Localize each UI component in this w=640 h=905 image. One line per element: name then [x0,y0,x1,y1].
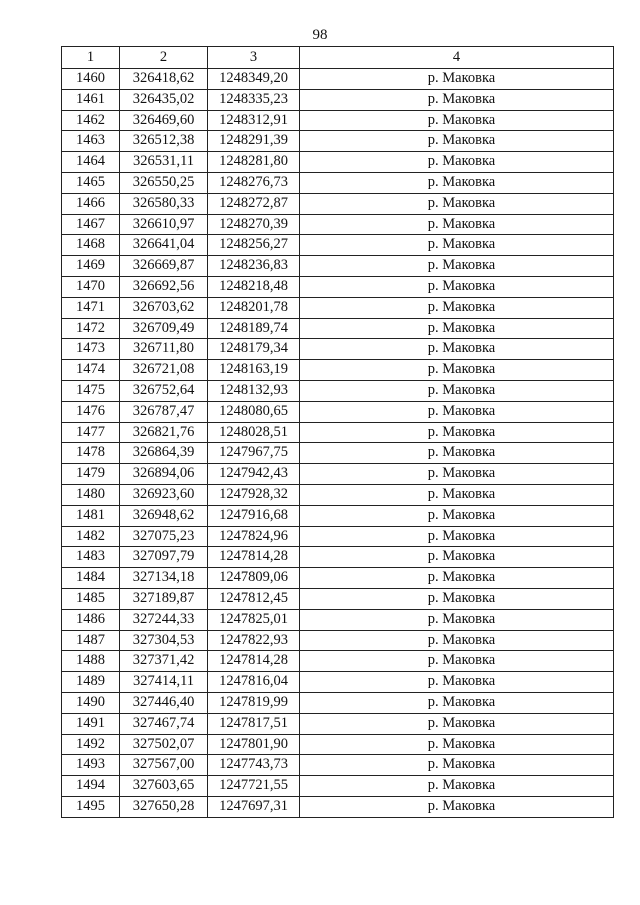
description-cell: р. Маковка [300,214,614,235]
y-coordinate-cell: 1247928,32 [208,484,300,505]
point-number-cell: 1465 [62,172,120,193]
point-number-cell: 1479 [62,464,120,485]
x-coordinate-cell: 326703,62 [120,297,208,318]
page-number: 98 [312,27,328,43]
y-coordinate-cell: 1247825,01 [208,609,300,630]
description-cell: р. Маковка [300,796,614,817]
description-cell: р. Маковка [300,776,614,797]
y-coordinate-cell: 1248335,23 [208,89,300,110]
point-number-cell: 1476 [62,401,120,422]
description-cell: р. Маковка [300,89,614,110]
y-coordinate-cell: 1247942,43 [208,464,300,485]
point-number-cell: 1471 [62,297,120,318]
y-coordinate-cell: 1247814,28 [208,547,300,568]
x-coordinate-cell: 327414,11 [120,672,208,693]
table-row [62,568,614,589]
point-number-cell: 1472 [62,318,120,339]
point-number-cell: 1490 [62,692,120,713]
point-number-cell: 1484 [62,568,120,589]
point-number-cell: 1495 [62,796,120,817]
point-number-cell: 1469 [62,256,120,277]
point-number-cell: 1481 [62,505,120,526]
table-header-row [62,47,614,69]
table-row [62,380,614,401]
table-row [62,713,614,734]
y-coordinate-cell: 1247814,28 [208,651,300,672]
description-cell: р. Маковка [300,297,614,318]
point-number-cell: 1468 [62,235,120,256]
y-coordinate-cell: 1248291,39 [208,131,300,152]
y-coordinate-cell: 1248236,83 [208,256,300,277]
description-cell: р. Маковка [300,588,614,609]
y-coordinate-cell: 1247824,96 [208,526,300,547]
description-cell: р. Маковка [300,69,614,90]
description-cell: р. Маковка [300,651,614,672]
point-number-cell: 1477 [62,422,120,443]
x-coordinate-cell: 327650,28 [120,796,208,817]
x-coordinate-cell: 327075,23 [120,526,208,547]
x-coordinate-cell: 326787,47 [120,401,208,422]
x-coordinate-cell: 326692,56 [120,276,208,297]
point-number-cell: 1460 [62,69,120,90]
y-coordinate-cell: 1248080,65 [208,401,300,422]
description-cell: р. Маковка [300,734,614,755]
table-row [62,89,614,110]
point-number-cell: 1474 [62,360,120,381]
description-cell: р. Маковка [300,422,614,443]
description-cell: р. Маковка [300,401,614,422]
x-coordinate-cell: 326435,02 [120,89,208,110]
y-coordinate-cell: 1247822,93 [208,630,300,651]
x-coordinate-cell: 327244,33 [120,609,208,630]
description-cell: р. Маковка [300,110,614,131]
y-coordinate-cell: 1248201,78 [208,297,300,318]
point-number-cell: 1473 [62,339,120,360]
y-coordinate-cell: 1247721,55 [208,776,300,797]
point-number-cell: 1483 [62,547,120,568]
point-number-cell: 1478 [62,443,120,464]
point-number-cell: 1491 [62,713,120,734]
description-cell: р. Маковка [300,152,614,173]
table-row [62,547,614,568]
y-coordinate-cell: 1247819,99 [208,692,300,713]
table-body [62,69,614,818]
table-row [62,69,614,90]
column-header-2: 2 [120,47,208,69]
table-row [62,755,614,776]
table-row [62,297,614,318]
y-coordinate-cell: 1247916,68 [208,505,300,526]
description-cell: р. Маковка [300,568,614,589]
y-coordinate-cell: 1248256,27 [208,235,300,256]
y-coordinate-cell: 1248312,91 [208,110,300,131]
point-number-cell: 1488 [62,651,120,672]
description-cell: р. Маковка [300,713,614,734]
x-coordinate-cell: 326531,11 [120,152,208,173]
x-coordinate-cell: 327567,00 [120,755,208,776]
description-cell: р. Маковка [300,339,614,360]
description-cell: р. Маковка [300,276,614,297]
x-coordinate-cell: 326821,76 [120,422,208,443]
y-coordinate-cell: 1248179,34 [208,339,300,360]
table-row [62,214,614,235]
x-coordinate-cell: 327097,79 [120,547,208,568]
x-coordinate-cell: 327371,42 [120,651,208,672]
description-cell: р. Маковка [300,380,614,401]
point-number-cell: 1486 [62,609,120,630]
column-header-1: 1 [62,47,120,69]
description-cell: р. Маковка [300,526,614,547]
table-row [62,672,614,693]
y-coordinate-cell: 1248281,80 [208,152,300,173]
column-header-3: 3 [208,47,300,69]
y-coordinate-cell: 1248218,48 [208,276,300,297]
description-cell: р. Маковка [300,692,614,713]
coordinates-table [61,46,614,818]
table-row [62,110,614,131]
table-row [62,401,614,422]
description-cell: р. Маковка [300,755,614,776]
table-row [62,256,614,277]
y-coordinate-cell: 1248163,19 [208,360,300,381]
x-coordinate-cell: 327467,74 [120,713,208,734]
x-coordinate-cell: 326864,39 [120,443,208,464]
table-row [62,131,614,152]
x-coordinate-cell: 327446,40 [120,692,208,713]
point-number-cell: 1493 [62,755,120,776]
x-coordinate-cell: 327603,65 [120,776,208,797]
description-cell: р. Маковка [300,609,614,630]
x-coordinate-cell: 327502,07 [120,734,208,755]
y-coordinate-cell: 1247801,90 [208,734,300,755]
description-cell: р. Маковка [300,630,614,651]
table-row [62,464,614,485]
table-row [62,734,614,755]
y-coordinate-cell: 1248276,73 [208,172,300,193]
y-coordinate-cell: 1247697,31 [208,796,300,817]
description-cell: р. Маковка [300,235,614,256]
point-number-cell: 1463 [62,131,120,152]
point-number-cell: 1494 [62,776,120,797]
description-cell: р. Маковка [300,172,614,193]
point-number-cell: 1487 [62,630,120,651]
table-row [62,276,614,297]
description-cell: р. Маковка [300,360,614,381]
description-cell: р. Маковка [300,193,614,214]
table-row [62,796,614,817]
y-coordinate-cell: 1248189,74 [208,318,300,339]
y-coordinate-cell: 1248272,87 [208,193,300,214]
x-coordinate-cell: 326580,33 [120,193,208,214]
y-coordinate-cell: 1247967,75 [208,443,300,464]
x-coordinate-cell: 326418,62 [120,69,208,90]
x-coordinate-cell: 326669,87 [120,256,208,277]
x-coordinate-cell: 326610,97 [120,214,208,235]
table-row [62,526,614,547]
description-cell: р. Маковка [300,256,614,277]
y-coordinate-cell: 1248349,20 [208,69,300,90]
point-number-cell: 1475 [62,380,120,401]
point-number-cell: 1482 [62,526,120,547]
table-row [62,505,614,526]
y-coordinate-cell: 1247816,04 [208,672,300,693]
table-row [62,172,614,193]
table-row [62,630,614,651]
table-row [62,422,614,443]
point-number-cell: 1467 [62,214,120,235]
description-cell: р. Маковка [300,547,614,568]
x-coordinate-cell: 326711,80 [120,339,208,360]
x-coordinate-cell: 326923,60 [120,484,208,505]
table-row [62,588,614,609]
description-cell: р. Маковка [300,443,614,464]
x-coordinate-cell: 327189,87 [120,588,208,609]
table-row [62,193,614,214]
table-row [62,339,614,360]
table-row [62,484,614,505]
description-cell: р. Маковка [300,318,614,339]
y-coordinate-cell: 1247809,06 [208,568,300,589]
y-coordinate-cell: 1247812,45 [208,588,300,609]
point-number-cell: 1462 [62,110,120,131]
table-row [62,692,614,713]
x-coordinate-cell: 326948,62 [120,505,208,526]
table-row [62,360,614,381]
x-coordinate-cell: 326709,49 [120,318,208,339]
y-coordinate-cell: 1247817,51 [208,713,300,734]
y-coordinate-cell: 1247743,73 [208,755,300,776]
description-cell: р. Маковка [300,131,614,152]
table-row [62,776,614,797]
x-coordinate-cell: 326894,06 [120,464,208,485]
table-row [62,235,614,256]
x-coordinate-cell: 326641,04 [120,235,208,256]
table-row [62,443,614,464]
y-coordinate-cell: 1248132,93 [208,380,300,401]
x-coordinate-cell: 326721,08 [120,360,208,381]
table-row [62,651,614,672]
y-coordinate-cell: 1248028,51 [208,422,300,443]
point-number-cell: 1480 [62,484,120,505]
y-coordinate-cell: 1248270,39 [208,214,300,235]
description-cell: р. Маковка [300,672,614,693]
description-cell: р. Маковка [300,505,614,526]
description-cell: р. Маковка [300,464,614,485]
x-coordinate-cell: 326550,25 [120,172,208,193]
x-coordinate-cell: 326469,60 [120,110,208,131]
point-number-cell: 1489 [62,672,120,693]
table-row [62,609,614,630]
point-number-cell: 1492 [62,734,120,755]
point-number-cell: 1470 [62,276,120,297]
x-coordinate-cell: 326512,38 [120,131,208,152]
x-coordinate-cell: 326752,64 [120,380,208,401]
x-coordinate-cell: 327304,53 [120,630,208,651]
column-header-4: 4 [300,47,614,69]
description-cell: р. Маковка [300,484,614,505]
point-number-cell: 1466 [62,193,120,214]
point-number-cell: 1464 [62,152,120,173]
table-row [62,318,614,339]
point-number-cell: 1485 [62,588,120,609]
table-row [62,152,614,173]
point-number-cell: 1461 [62,89,120,110]
x-coordinate-cell: 327134,18 [120,568,208,589]
